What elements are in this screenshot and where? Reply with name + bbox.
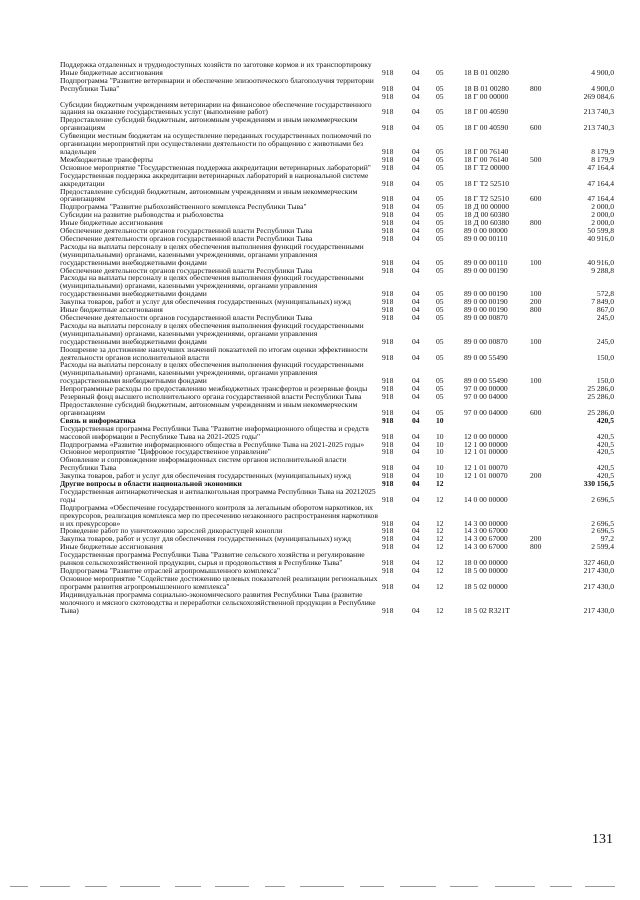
- table-row: [60, 504, 620, 528]
- row-amount: 150,0: [596, 352, 614, 362]
- row-name: Обеспечение деятельности органов государственной власти Республики Тыва: [60, 265, 313, 275]
- row-name: Иные бюджетные ассигнования: [60, 67, 163, 77]
- row-ved: 918: [382, 581, 394, 591]
- row-amount: 572,8: [596, 289, 614, 299]
- row-target-article: 18 Г 00 40590: [464, 123, 509, 133]
- row-name: Государственная программа Республики Тыва "Развитие информационного общества и средств массовой информации в Республике Тыва на 2021-2025 годы": [60, 423, 369, 441]
- row-subsection: 05: [436, 178, 444, 188]
- row-subsection: 12: [436, 542, 444, 552]
- row-name: Субсидии на развитие рыбоводства и рыболовства: [60, 210, 224, 220]
- row-section: 04: [412, 226, 420, 236]
- row-section: 04: [412, 313, 420, 322]
- scan-edge-marks: [0, 884, 640, 890]
- budget-table: [60, 61, 620, 614]
- row-expense-type: 200: [530, 471, 542, 481]
- row-name: Расходы на выплаты персоналу в целях обеспечения выполнения функций государственными (муниципальными) органами, казенными учреждениями, органами управления государственными внебюджетными фондами: [60, 360, 364, 386]
- row-target-article: 12 0 00 00000: [464, 431, 508, 441]
- row-target-article: 18 Г Т2 52510: [464, 178, 510, 188]
- row-subsection: 05: [436, 305, 444, 315]
- row-ved: 918: [382, 123, 394, 133]
- row-ved: 918: [382, 558, 394, 568]
- row-ved: 918: [382, 289, 394, 299]
- table-row: [60, 243, 620, 267]
- row-expense-type: 200: [530, 297, 542, 307]
- row-amount: 25 286,0: [587, 384, 614, 394]
- row-subsection: 12: [436, 518, 444, 528]
- row-amount: 420,5: [596, 463, 614, 473]
- row-ved: 918: [382, 463, 394, 473]
- row-subsection: 05: [436, 407, 444, 417]
- row-expense-type: 500: [530, 154, 542, 164]
- row-ved: 918: [382, 439, 394, 449]
- row-amount: 420,5: [596, 431, 614, 441]
- row-amount: 269 084,6: [583, 91, 614, 101]
- row-target-article: 14 0 00 00000: [464, 494, 508, 504]
- row-subsection: 05: [436, 91, 444, 101]
- row-section: 04: [412, 162, 420, 172]
- row-amount: 420,5: [596, 447, 614, 457]
- row-amount: 217 430,0: [583, 581, 614, 591]
- row-name: Обеспечение деятельности органов государственной власти Республики Тыва: [60, 313, 313, 322]
- table-row: [60, 346, 620, 362]
- row-name: Предоставление субсидий бюджетным, автономным учреждениям и иным некоммерческим организациям: [60, 399, 358, 417]
- row-amount: 217 430,0: [583, 605, 614, 615]
- row-subsection: 12: [436, 534, 444, 544]
- table-row: [60, 456, 620, 472]
- row-amount: 213 740,3: [583, 107, 614, 117]
- row-name: Индивидуальная программа социально-экономического развития Республики Тыва (развитие молочного и мясного скотоводства и переработки сельскохозяйственной продукции в Республике Тыва): [60, 589, 376, 615]
- row-amount: 40 916,0: [587, 257, 614, 267]
- row-section: 04: [412, 194, 420, 204]
- row-subsection: 05: [436, 202, 444, 212]
- row-name: Закупка товаров, работ и услуг для обеспечения государственных (муниципальных) нужд: [60, 297, 351, 307]
- row-name: Предоставление субсидий бюджетным, автономным учреждениям и иным некоммерческим организациям: [60, 115, 358, 133]
- row-ved: 918: [382, 376, 394, 386]
- row-name: Расходы на выплаты персоналу в целях обеспечения выполнения функций государственными (муниципальными) органами, казенными учреждениями, органами управления государственными внебюджетными фондами: [60, 320, 364, 346]
- row-ved: 918: [382, 218, 394, 228]
- row-section: 04: [412, 233, 420, 243]
- row-section: 04: [412, 581, 420, 591]
- row-ved: 918: [382, 233, 394, 243]
- row-section: 04: [412, 605, 420, 615]
- row-section: 04: [412, 178, 420, 188]
- row-expense-type: 100: [530, 336, 542, 346]
- row-ved: 918: [382, 518, 394, 528]
- table-row: [60, 101, 620, 117]
- row-target-article: 97 0 00 00000: [464, 384, 508, 394]
- row-name: Закупка товаров, работ и услуг для обеспечения государственных (муниципальных) нужд: [60, 534, 351, 544]
- row-expense-type: 600: [530, 123, 542, 133]
- row-amount: 2 696,5: [591, 518, 614, 528]
- row-ved: 918: [382, 67, 394, 77]
- row-target-article: 14 3 00 67000: [464, 542, 508, 552]
- row-name: Подпрограмма «Развитие информационного общества в Республике Тыва на 2021-2025 годы»: [60, 439, 365, 449]
- row-ved: 918: [382, 526, 394, 536]
- row-ved: 918: [382, 384, 394, 394]
- row-amount: 47 164,4: [587, 178, 614, 188]
- row-subsection: 05: [436, 297, 444, 307]
- row-target-article: 89 0 00 00870: [464, 313, 508, 322]
- row-name: Обеспечение деятельности органов государственной власти Республики Тыва: [60, 226, 313, 236]
- table-row: [60, 575, 620, 591]
- row-section: 04: [412, 439, 420, 449]
- row-name: Подпрограмма "Развитие ветеринарии и обеспечение эпизоотического благополучия территории Республики Тыва": [60, 75, 374, 93]
- row-amount: 245,0: [596, 336, 614, 346]
- row-target-article: 18 Г 00 76140: [464, 154, 509, 164]
- row-name: Поддержка отдаленных и труднодоступных хозяйств по заготовке кормов и их транспортировку: [60, 60, 372, 69]
- row-amount: 213 740,3: [583, 123, 614, 133]
- row-name: Резервный фонд высшего исполнительного органа государственной власти Республики Тыва: [60, 392, 362, 402]
- row-ved: 918: [382, 257, 394, 267]
- row-subsection: 10: [436, 415, 444, 425]
- row-ved: 918: [382, 566, 394, 575]
- row-name: Расходы на выплаты персоналу в целях обеспечения выполнения функций государственными (муниципальными) органами, казенными учреждениями, органами управления государственными внебюджетными фондами: [60, 273, 364, 299]
- row-expense-type: 800: [530, 305, 542, 315]
- row-ved: 918: [382, 471, 394, 481]
- row-target-article: 12 1 01 00000: [464, 447, 508, 457]
- row-target-article: 14 3 00 00000: [464, 518, 508, 528]
- row-amount: 47 164,4: [587, 162, 614, 172]
- row-section: 04: [412, 210, 420, 220]
- row-amount: 25 286,0: [587, 392, 614, 402]
- row-section: 04: [412, 526, 420, 536]
- row-ved: 918: [382, 534, 394, 544]
- row-section: 04: [412, 447, 420, 457]
- row-subsection: 12: [436, 494, 444, 504]
- row-ved: 918: [382, 297, 394, 307]
- row-expense-type: 100: [530, 289, 542, 299]
- row-subsection: 05: [436, 107, 444, 117]
- row-subsection: 05: [436, 352, 444, 362]
- row-amount: 2 000,0: [591, 210, 614, 220]
- row-section: 04: [412, 91, 420, 101]
- row-section: 04: [412, 336, 420, 346]
- row-target-article: 18 В 01 00280: [464, 67, 509, 77]
- row-name: Иные бюджетные ассигнования: [60, 542, 163, 552]
- row-amount: 2 696,5: [591, 526, 614, 536]
- row-target-article: 18 Г 00 00000: [464, 91, 509, 101]
- row-amount: 330 156,5: [583, 479, 614, 489]
- row-name: Межбюджетные трансферты: [60, 154, 153, 164]
- row-subsection: 12: [436, 558, 444, 568]
- row-subsection: 05: [436, 376, 444, 386]
- row-ved: 918: [382, 479, 394, 489]
- row-subsection: 05: [436, 313, 444, 322]
- row-subsection: 10: [436, 463, 444, 473]
- row-ved: 918: [382, 407, 394, 417]
- row-target-article: 12 1 01 00070: [464, 471, 508, 481]
- row-subsection: 05: [436, 392, 444, 402]
- row-subsection: 05: [436, 67, 444, 77]
- row-subsection: 05: [436, 384, 444, 394]
- row-ved: 918: [382, 202, 394, 212]
- row-amount: 327 460,0: [583, 558, 614, 568]
- row-ved: 918: [382, 107, 394, 117]
- row-amount: 4 900,0: [591, 67, 614, 77]
- row-section: 04: [412, 257, 420, 267]
- row-name: Обновление и сопровождение информационных систем органов исполнительной власти Республики Тыва: [60, 455, 347, 473]
- row-section: 04: [412, 352, 420, 362]
- row-amount: 97,2: [600, 534, 614, 544]
- row-subsection: 05: [436, 194, 444, 204]
- row-subsection: 05: [436, 233, 444, 243]
- row-subsection: 05: [436, 162, 444, 172]
- row-ved: 918: [382, 313, 394, 322]
- row-section: 04: [412, 265, 420, 275]
- row-section: 04: [412, 123, 420, 133]
- table-row: [60, 551, 620, 567]
- row-name: Расходы на выплаты персоналу в целях обеспечения выполнения функций государственными (муниципальными) органами, казенными учреждениями, органами управления государственными внебюджетными фондами: [60, 241, 364, 267]
- row-subsection: 12: [436, 605, 444, 615]
- row-ved: 918: [382, 154, 394, 164]
- row-name: Субвенции местным бюджетам на осуществление переданных государственных полномочий по организации мероприятий при осуществлении деятельности по обращению с животными без владельцев: [60, 131, 372, 156]
- table-row: [60, 361, 620, 385]
- row-target-article: 18 Г 00 40590: [464, 107, 509, 117]
- table-row: [60, 116, 620, 132]
- row-amount: 2 000,0: [591, 218, 614, 228]
- row-target-article: 12 1 00 00000: [464, 439, 508, 449]
- row-section: 04: [412, 494, 420, 504]
- row-section: 04: [412, 83, 420, 93]
- row-ved: 918: [382, 494, 394, 504]
- row-subsection: 05: [436, 210, 444, 220]
- row-section: 04: [412, 305, 420, 315]
- row-target-article: 89 0 00 00190: [464, 289, 508, 299]
- row-name: Государственная программа Республики Тыва "Развитие сельского хозяйства и регулирование рынков сельскохозяйственной продукции, сырья и продовольствия в Республике Тыва": [60, 550, 365, 568]
- row-section: 04: [412, 154, 420, 164]
- row-amount: 47 164,4: [587, 194, 614, 204]
- row-target-article: 89 0 00 00110: [464, 257, 508, 267]
- row-name: Иные бюджетные ассигнования: [60, 218, 163, 228]
- row-section: 04: [412, 566, 420, 575]
- row-subsection: 10: [436, 431, 444, 441]
- row-subsection: 12: [436, 581, 444, 591]
- row-amount: 150,0: [596, 376, 614, 386]
- row-amount: 9 288,8: [591, 265, 614, 275]
- row-ved: 918: [382, 415, 394, 425]
- row-target-article: 89 0 00 00190: [464, 297, 508, 307]
- row-ved: 918: [382, 162, 394, 172]
- row-subsection: 05: [436, 265, 444, 275]
- row-subsection: 05: [436, 226, 444, 236]
- row-target-article: 18 Д 00 60380: [464, 218, 510, 228]
- row-target-article: 89 0 00 00110: [464, 233, 508, 243]
- row-target-article: 18 В 01 00280: [464, 83, 509, 93]
- row-ved: 918: [382, 210, 394, 220]
- row-ved: 918: [382, 605, 394, 615]
- row-expense-type: 800: [530, 218, 542, 228]
- row-name: Государственная поддержка аккредитации ветеринарных лабораторий в национальной системе аккредитации: [60, 170, 369, 188]
- row-ved: 918: [382, 447, 394, 457]
- table-row: [60, 322, 620, 346]
- row-target-article: 14 3 00 67000: [464, 534, 508, 544]
- row-amount: 2 000,0: [591, 202, 614, 212]
- row-section: 04: [412, 479, 420, 489]
- table-row: [60, 488, 620, 504]
- page-number: 131: [592, 832, 613, 847]
- row-subsection: 12: [436, 526, 444, 536]
- row-section: 04: [412, 534, 420, 544]
- row-name: Обеспечение деятельности органов государственной власти Республики Тыва: [60, 233, 313, 243]
- row-ved: 918: [382, 305, 394, 315]
- row-section: 04: [412, 384, 420, 394]
- row-ved: 918: [382, 431, 394, 441]
- row-section: 04: [412, 407, 420, 417]
- row-name: Предоставление субсидий бюджетным, автономным учреждениям и иным некоммерческим организациям: [60, 186, 358, 204]
- row-target-article: 97 0 00 04000: [464, 392, 508, 402]
- row-ved: 918: [382, 336, 394, 346]
- row-amount: 25 286,0: [587, 407, 614, 417]
- table-row: [60, 188, 620, 204]
- table-row: [60, 591, 620, 615]
- row-amount: 420,5: [596, 415, 614, 425]
- row-amount: 40 916,0: [587, 233, 614, 243]
- row-amount: 420,5: [596, 471, 614, 481]
- row-section: 04: [412, 471, 420, 481]
- row-target-article: 18 Г Т2 00000: [464, 162, 510, 172]
- row-name: Иные бюджетные ассигнования: [60, 305, 163, 315]
- row-target-article: 18 5 00 00000: [464, 566, 508, 575]
- row-expense-type: 600: [530, 407, 542, 417]
- row-target-article: 18 Д 00 60380: [464, 210, 510, 220]
- row-target-article: 18 Г 00 76140: [464, 146, 509, 156]
- row-section: 04: [412, 297, 420, 307]
- row-name: Подпрограмма "Развитие рыбохозяйственного комплекса Республики Тыва": [60, 202, 307, 212]
- row-name: Другие вопросы в области национальной экономики: [60, 479, 242, 489]
- row-ved: 918: [382, 83, 394, 93]
- row-target-article: 97 0 00 04000: [464, 407, 508, 417]
- table-row: [60, 172, 620, 188]
- row-section: 04: [412, 146, 420, 156]
- row-amount: 2 696,5: [591, 494, 614, 504]
- row-ved: 918: [382, 146, 394, 156]
- row-name: Проведение работ по уничтожению зарослей дикорастущей конопли: [60, 526, 283, 536]
- row-section: 04: [412, 289, 420, 299]
- row-section: 04: [412, 202, 420, 212]
- row-name: Закупка товаров, работ и услуг для обеспечения государственных (муниципальных) нужд: [60, 471, 351, 481]
- row-amount: 217 430,0: [583, 566, 614, 575]
- row-ved: 918: [382, 542, 394, 552]
- row-amount: 245,0: [596, 313, 614, 322]
- row-name: Связь и информатика: [60, 415, 136, 425]
- row-name: Основное мероприятие "Цифровое государственное управление": [60, 447, 271, 457]
- row-target-article: 89 0 00 00190: [464, 305, 508, 315]
- row-ved: 918: [382, 194, 394, 204]
- row-ved: 918: [382, 265, 394, 275]
- row-amount: 8 179,9: [591, 146, 614, 156]
- row-amount: 50 599,8: [587, 226, 614, 236]
- row-expense-type: 800: [530, 542, 542, 552]
- row-ved: 918: [382, 178, 394, 188]
- row-subsection: 05: [436, 289, 444, 299]
- table-row: [60, 274, 620, 298]
- row-amount: 7 849,0: [591, 297, 614, 307]
- row-amount: 420,5: [596, 439, 614, 449]
- row-ved: 918: [382, 91, 394, 101]
- row-target-article: 18 Г Т2 52510: [464, 194, 510, 204]
- row-expense-type: 800: [530, 83, 542, 93]
- row-subsection: 05: [436, 123, 444, 133]
- row-subsection: 05: [436, 146, 444, 156]
- row-name: Подпрограмма "Развитие отраслей агропромышленного комплекса": [60, 566, 280, 575]
- row-section: 04: [412, 518, 420, 528]
- row-section: 04: [412, 558, 420, 568]
- row-ved: 918: [382, 392, 394, 402]
- row-ved: 918: [382, 226, 394, 236]
- row-subsection: 05: [436, 218, 444, 228]
- row-section: 04: [412, 542, 420, 552]
- row-section: 04: [412, 107, 420, 117]
- row-subsection: 12: [436, 479, 444, 489]
- row-expense-type: 600: [530, 194, 542, 204]
- row-target-article: 12 1 01 00070: [464, 463, 508, 473]
- row-expense-type: 200: [530, 534, 542, 544]
- row-target-article: 89 0 00 00000: [464, 226, 508, 236]
- row-target-article: 89 0 00 00870: [464, 336, 508, 346]
- row-target-article: 18 5 02 R321Т: [464, 605, 510, 615]
- row-amount: 4 900,0: [591, 83, 614, 93]
- row-name: Подпрограмма «Обеспечение государственного контроля за легальным оборотом наркотиков, их прекурсоров, реализация комплекса мер по пресечению незаконного распространения наркотиков и их прекурсоров»: [60, 502, 378, 528]
- row-name: Поощрение за достижение наилучших значений показателей по итогам оценки эффективности деятельности органов исполнительной власти: [60, 344, 368, 362]
- row-section: 04: [412, 463, 420, 473]
- row-target-article: 89 0 00 00190: [464, 265, 508, 275]
- row-expense-type: 100: [530, 376, 542, 386]
- row-ved: 918: [382, 352, 394, 362]
- table-row: [60, 425, 620, 441]
- row-section: 04: [412, 376, 420, 386]
- row-target-article: 18 5 02 00000: [464, 581, 508, 591]
- row-target-article: 89 0 00 55490: [464, 376, 508, 386]
- table-row: [60, 77, 620, 93]
- row-subsection: 12: [436, 566, 444, 575]
- row-target-article: 18 Д 00 00000: [464, 202, 510, 212]
- row-expense-type: 100: [530, 257, 542, 267]
- row-name: Основное мероприятие "Государственная поддержка аккредитации ветеринарных лабораторий": [60, 162, 371, 172]
- row-section: 04: [412, 218, 420, 228]
- row-name: Субсидии бюджетным учреждениям ветеринарии на финансовое обеспечение государственного задания на оказание государственных услуг (выполнение работ): [60, 99, 372, 117]
- row-section: 04: [412, 67, 420, 77]
- row-amount: 2 599,4: [591, 542, 614, 552]
- row-target-article: 14 3 00 67000: [464, 526, 508, 536]
- row-section: 04: [412, 392, 420, 402]
- row-subsection: 10: [436, 439, 444, 449]
- row-subsection: 10: [436, 447, 444, 457]
- row-subsection: 05: [436, 257, 444, 267]
- row-name: Основное мероприятие "Содействие достижению целевых показателей реализации региональных программ развития агропромышленного комплекса": [60, 573, 378, 591]
- table-row: [60, 132, 620, 156]
- row-section: 04: [412, 415, 420, 425]
- row-amount: 867,0: [596, 305, 614, 315]
- row-section: 04: [412, 431, 420, 441]
- table-row: [60, 401, 620, 417]
- row-subsection: 05: [436, 336, 444, 346]
- row-target-article: 89 0 00 55490: [464, 352, 508, 362]
- row-subsection: 05: [436, 154, 444, 164]
- row-target-article: 18 0 00 00000: [464, 558, 508, 568]
- row-name: Государственная антинаркотическая и антиалкогольная программа Республики Тыва на 20212025 годы: [60, 486, 376, 504]
- row-name: Непрограммные расходы по предоставлению межбюджетных трансфертов и резервные фонды: [60, 384, 368, 394]
- row-amount: 8 179,9: [591, 154, 614, 164]
- row-subsection: 05: [436, 83, 444, 93]
- row-subsection: 10: [436, 471, 444, 481]
